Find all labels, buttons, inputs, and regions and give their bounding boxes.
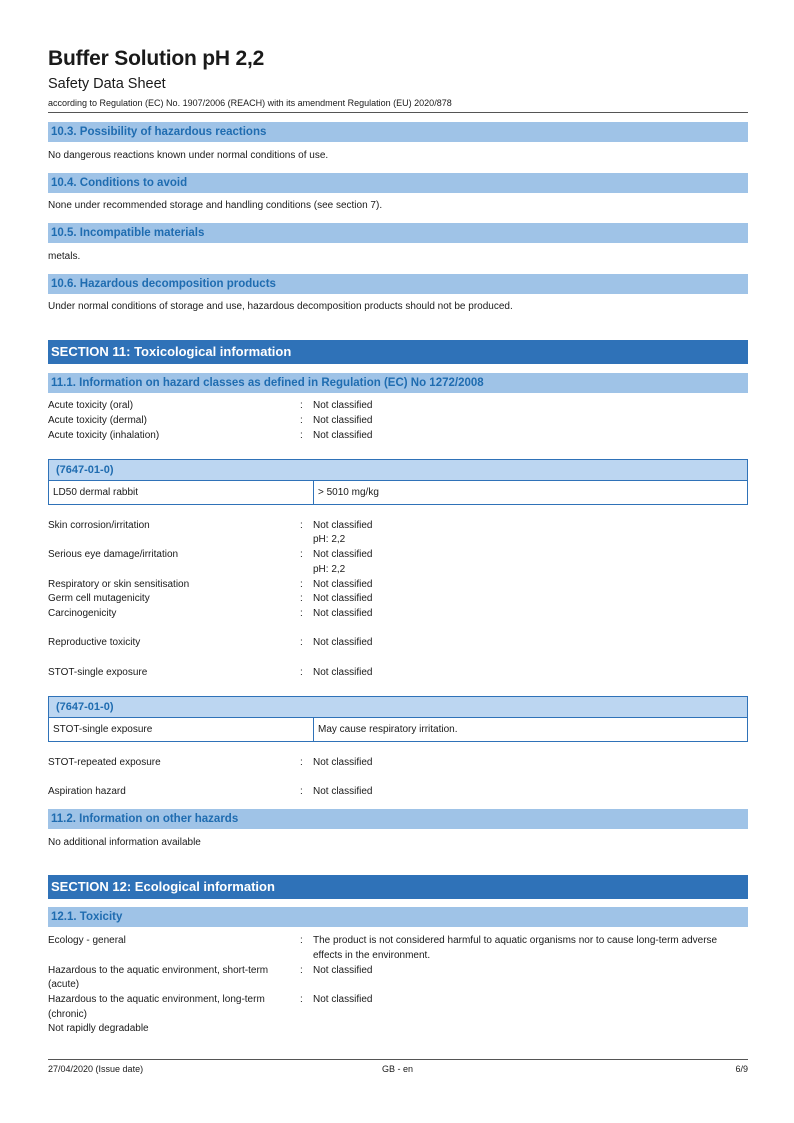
kv-value: Not classified: [313, 608, 373, 619]
kv-key: (chronic): [48, 1009, 87, 1020]
stot-table: [48, 696, 748, 742]
kv-value: Not classified: [313, 415, 373, 426]
kv-key: Reproductive toxicity: [48, 637, 141, 648]
text-10-3: No dangerous reactions known under normal conditions of use.: [48, 150, 329, 161]
kv-sep: :: [300, 415, 303, 426]
text-10-4: None under recommended storage and handling conditions (see section 7).: [48, 200, 383, 211]
kv-sep: :: [300, 786, 303, 797]
kv-value: pH: 2,2: [313, 564, 346, 575]
table-cell-key: STOT-single exposure: [49, 718, 314, 741]
heading-11-2: 11.2. Information on other hazards: [48, 809, 748, 829]
heading-12-1: 12.1. Toxicity: [48, 907, 748, 927]
kv-key: Ecology - general: [48, 935, 126, 946]
kv-value: Not classified: [313, 637, 373, 648]
kv-value: Not classified: [313, 549, 373, 560]
kv-key: Hazardous to the aquatic environment, short-term: [48, 965, 269, 976]
kv-value: Not classified: [313, 430, 373, 441]
heading-10-6: 10.6. Hazardous decomposition products: [48, 274, 748, 294]
kv-key: Acute toxicity (oral): [48, 400, 134, 411]
table-cell-value: May cause respiratory irritation.: [318, 724, 458, 735]
kv-key: Germ cell mutagenicity: [48, 593, 150, 604]
kv-value: Not classified: [313, 593, 373, 604]
kv-sep: :: [300, 593, 303, 604]
heading-10-5: 10.5. Incompatible materials: [48, 223, 748, 243]
kv-value: Not classified: [313, 786, 373, 797]
kv-value: effects in the environment.: [313, 950, 431, 961]
kv-value: The product is not considered harmful to aquatic organisms nor to cause long-term adverse: [313, 935, 718, 946]
kv-sep: :: [300, 994, 303, 1005]
kv-sep: :: [300, 667, 303, 678]
text-10-5: metals.: [48, 251, 81, 262]
kv-sep: :: [300, 608, 303, 619]
table-row: [49, 718, 747, 741]
ld50-table: [48, 459, 748, 505]
sds-page: [48, 0, 748, 1123]
heading-10-4: 10.4. Conditions to avoid: [48, 173, 748, 193]
kv-key: Serious eye damage/irritation: [48, 549, 179, 560]
kv-key: Acute toxicity (inhalation): [48, 430, 160, 441]
heading-11-1: 11.1. Information on hazard classes as defined in Regulation (EC) No 1272/2008: [48, 373, 748, 393]
kv-key: STOT-single exposure: [48, 667, 148, 678]
section-12-title: SECTION 12: Ecological information: [48, 875, 748, 899]
text-11-2: No additional information available: [48, 837, 201, 848]
kv-key: Hazardous to the aquatic environment, long-term: [48, 994, 265, 1005]
regulation-note: according to Regulation (EC) No. 1907/2006 (REACH) with its amendment Regulation (EU) 2020/878: [48, 98, 452, 108]
kv-sep: :: [300, 549, 303, 560]
table-header: (7647-01-0): [49, 697, 747, 718]
kv-key: Aspiration hazard: [48, 786, 126, 797]
kv-sep: :: [300, 965, 303, 976]
header-divider: [48, 112, 748, 113]
kv-sep: :: [300, 520, 303, 531]
footer-divider: [48, 1059, 748, 1060]
table-header: (7647-01-0): [49, 460, 747, 481]
kv-value: Not classified: [313, 757, 373, 768]
footer-language: GB - en: [382, 1064, 414, 1074]
kv-sep: :: [300, 935, 303, 946]
kv-sep: :: [300, 579, 303, 590]
kv-value: Not classified: [313, 965, 373, 976]
kv-value: pH: 2,2: [313, 534, 346, 545]
document-title: Buffer Solution pH 2,2: [48, 47, 265, 70]
table-row: [49, 481, 747, 504]
footer-page-number: 6/9: [735, 1064, 748, 1074]
kv-value: Not classified: [313, 579, 373, 590]
footer-issue-date: 27/04/2020 (Issue date): [48, 1064, 144, 1074]
kv-key: Skin corrosion/irritation: [48, 520, 150, 531]
document-subtitle: Safety Data Sheet: [48, 76, 166, 92]
kv-key: STOT-repeated exposure: [48, 757, 161, 768]
kv-key: Acute toxicity (dermal): [48, 415, 147, 426]
section-11-title: SECTION 11: Toxicological information: [48, 340, 748, 364]
text-not-rapidly-degradable: Not rapidly degradable: [48, 1023, 149, 1034]
kv-sep: :: [300, 637, 303, 648]
kv-key: (acute): [48, 979, 80, 990]
kv-value: Not classified: [313, 994, 373, 1005]
kv-sep: :: [300, 430, 303, 441]
kv-sep: :: [300, 400, 303, 411]
kv-key: Carcinogenicity: [48, 608, 117, 619]
table-cell-value: > 5010 mg/kg: [318, 487, 379, 498]
heading-10-3: 10.3. Possibility of hazardous reactions: [48, 122, 748, 142]
kv-value: Not classified: [313, 667, 373, 678]
kv-value: Not classified: [313, 400, 373, 411]
kv-sep: :: [300, 757, 303, 768]
kv-key: Respiratory or skin sensitisation: [48, 579, 190, 590]
kv-value: Not classified: [313, 520, 373, 531]
table-cell-key: LD50 dermal rabbit: [49, 481, 314, 504]
text-10-6: Under normal conditions of storage and use, hazardous decomposition products should not be produced.: [48, 301, 513, 312]
